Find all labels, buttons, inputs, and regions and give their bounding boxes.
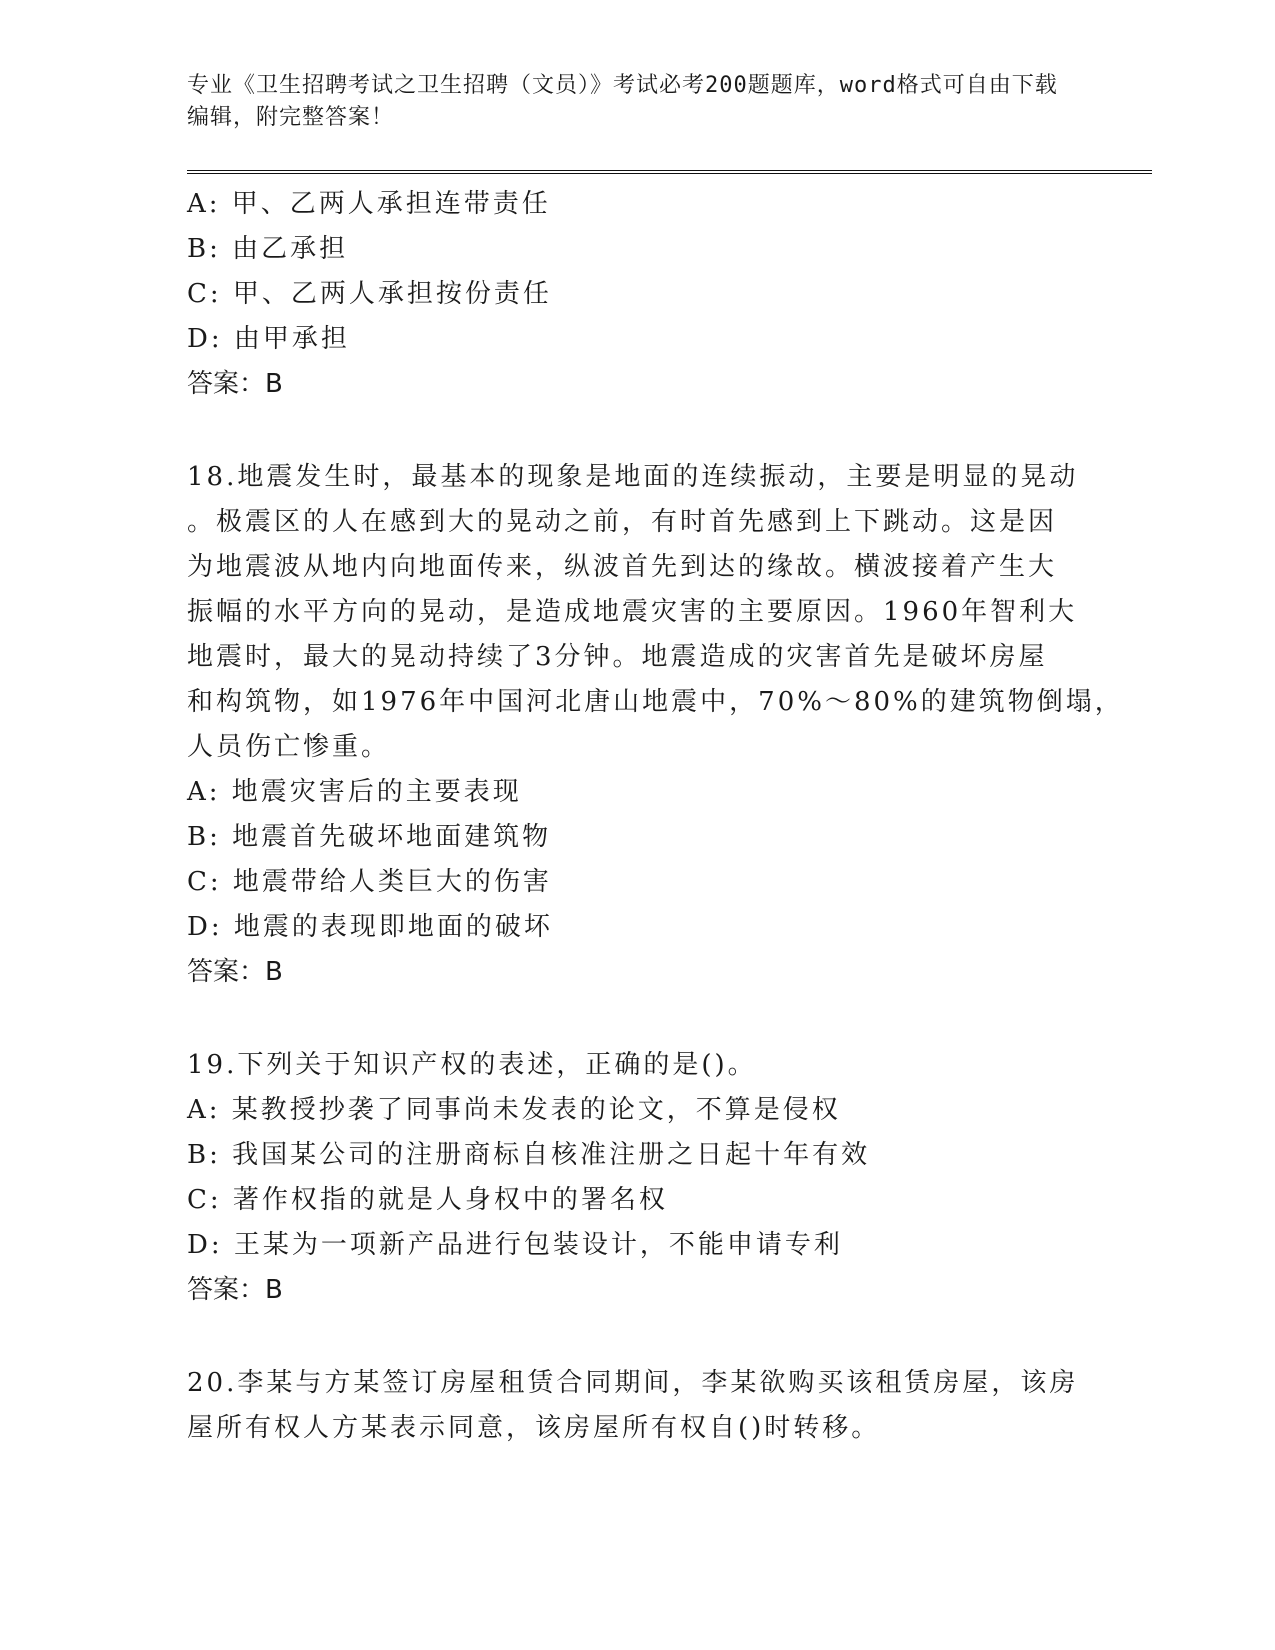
question-line: 地震时，最大的晃动持续了3分钟。地震造成的灾害首先是破坏房屋 [187, 642, 1048, 672]
header-divider [187, 170, 1152, 174]
question-line: 振幅的水平方向的晃动，是造成地震灾害的主要原因。1960年智利大 [187, 597, 1078, 627]
document-page [187, 70, 1152, 1451]
option-c: C: 甲、乙两人承担按份责任 [187, 279, 552, 309]
option-c: C: 著作权指的就是人身权中的署名权 [187, 1185, 668, 1215]
answer: 答案：B [187, 957, 283, 987]
option-d: D: 王某为一项新产品进行包装设计，不能申请专利 [187, 1230, 843, 1260]
question-18 [187, 455, 1152, 995]
document-header: 专业《卫生招聘考试之卫生招聘（文员）》考试必考200题题库，word格式可自由下载编辑，附完整答案！ [187, 73, 1058, 130]
option-b: B: 我国某公司的注册商标自核准注册之日起十年有效 [187, 1140, 871, 1170]
option-a: A: 地震灾害后的主要表现 [187, 777, 522, 807]
question-line: 18.地震发生时，最基本的现象是地面的连续振动，主要是明显的晃动 [187, 462, 1079, 492]
option-c: C: 地震带给人类巨大的伤害 [187, 867, 552, 897]
question-17 [187, 182, 1152, 407]
option-d: D: 地震的表现即地面的破坏 [187, 912, 553, 942]
question-line: 20.李某与方某签订房屋租赁合同期间，李某欲购买该租赁房屋，该房 [187, 1368, 1079, 1398]
question-text: 19.下列关于知识产权的表述，正确的是()。 [187, 1050, 757, 1080]
document-body [187, 182, 1152, 1451]
option-a: A: 甲、乙两人承担连带责任 [187, 189, 551, 219]
option-b: B: 地震首先破坏地面建筑物 [187, 822, 552, 852]
question-line: 和构筑物，如1976年中国河北唐山地震中，70%～80%的建筑物倒塌， [187, 687, 1124, 717]
option-a: A: 某教授抄袭了同事尚未发表的论文，不算是侵权 [187, 1095, 841, 1125]
question-line: 屋所有权人方某表示同意，该房屋所有权自()时转移。 [187, 1413, 881, 1443]
question-line: 为地震波从地内向地面传来，纵波首先到达的缘故。横波接着产生大 [187, 552, 1058, 582]
answer: 答案：B [187, 369, 283, 399]
question-line: 。极震区的人在感到大的晃动之前，有时首先感到上下跳动。这是因 [187, 507, 1058, 537]
question-20 [187, 1361, 1152, 1451]
option-b: B: 由乙承担 [187, 234, 349, 264]
answer: 答案：B [187, 1275, 283, 1305]
option-d: D: 由甲承担 [187, 324, 350, 354]
question-line: 人员伤亡惨重。 [187, 732, 391, 762]
question-19 [187, 1043, 1152, 1313]
